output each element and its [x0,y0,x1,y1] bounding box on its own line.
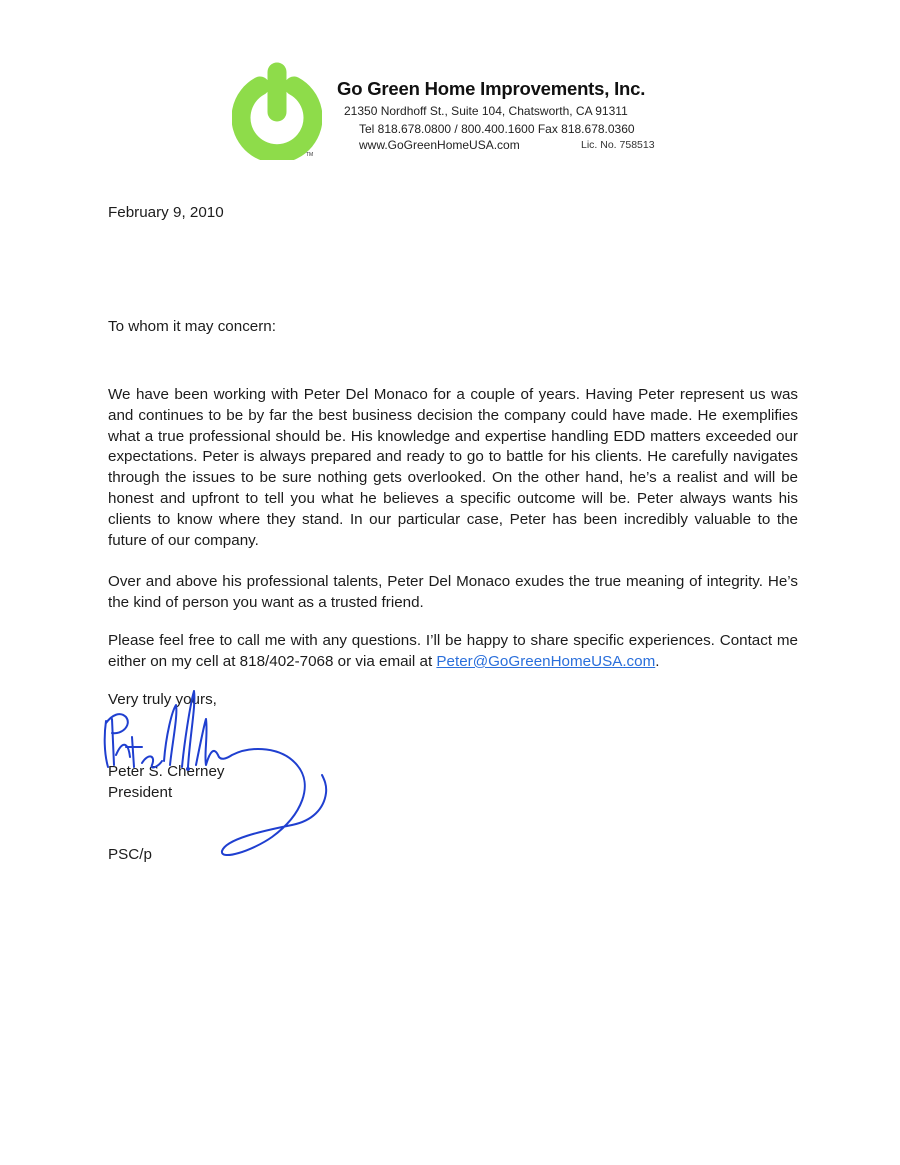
typist-initials: PSC/p [108,846,152,863]
contact-text: Please feel free to call me with any questions. I’ll be happy to share specific experiences. Contact me either on my cell at 818/402-7068 or via email at [108,632,798,670]
signer-title: President [108,784,173,801]
letterhead [232,60,682,170]
company-website[interactable]: www.GoGreenHomeUSA.com [359,138,520,152]
paragraph-1: We have been working with Peter Del Monaco for a couple of years. Having Peter represent us was and continues to be by far the best business decision the company could have made. He exemplifies what a true professional should be. His knowledge and expertise handling EDD matters exceeded our expectations. Peter is always prepared and ready to go to battle for his clients. He carefully navigates through the issues to be sure nothing gets overlooked. On the other hand, he’s a realist and will be honest and upfront to tell you what he believes a specific outcome will be. Peter always wants his clients to know where they stand. In our particular case, Peter has been incredibly valuable to the future of our company. [108,386,798,549]
company-phone-fax: Tel 818.678.0800 / 800.400.1600 Fax 818.678.0360 [359,122,635,136]
closing: Very truly yours, [108,691,217,708]
company-name: Go Green Home Improvements, Inc. [337,78,646,99]
power-symbol-icon [232,60,322,160]
company-address: 21350 Nordhoff St., Suite 104, Chatsworth, CA 91311 [344,104,628,118]
letter-date: February 9, 2010 [108,204,224,221]
trademark-mark: TM [306,152,314,158]
signer-name: Peter S. Cherney [108,763,225,780]
paragraph-2: Over and above his professional talents, Peter Del Monaco exudes the true meaning of integrity. He’s the kind of person you want as a trusted friend. [108,573,798,611]
paragraph-3 [108,631,798,673]
email-link[interactable]: Peter@GoGreenHomeUSA.com [436,652,656,670]
salutation: To whom it may concern: [108,318,276,335]
license-number: Lic. No. 758513 [581,139,655,151]
contact-text-end: . [655,652,660,670]
